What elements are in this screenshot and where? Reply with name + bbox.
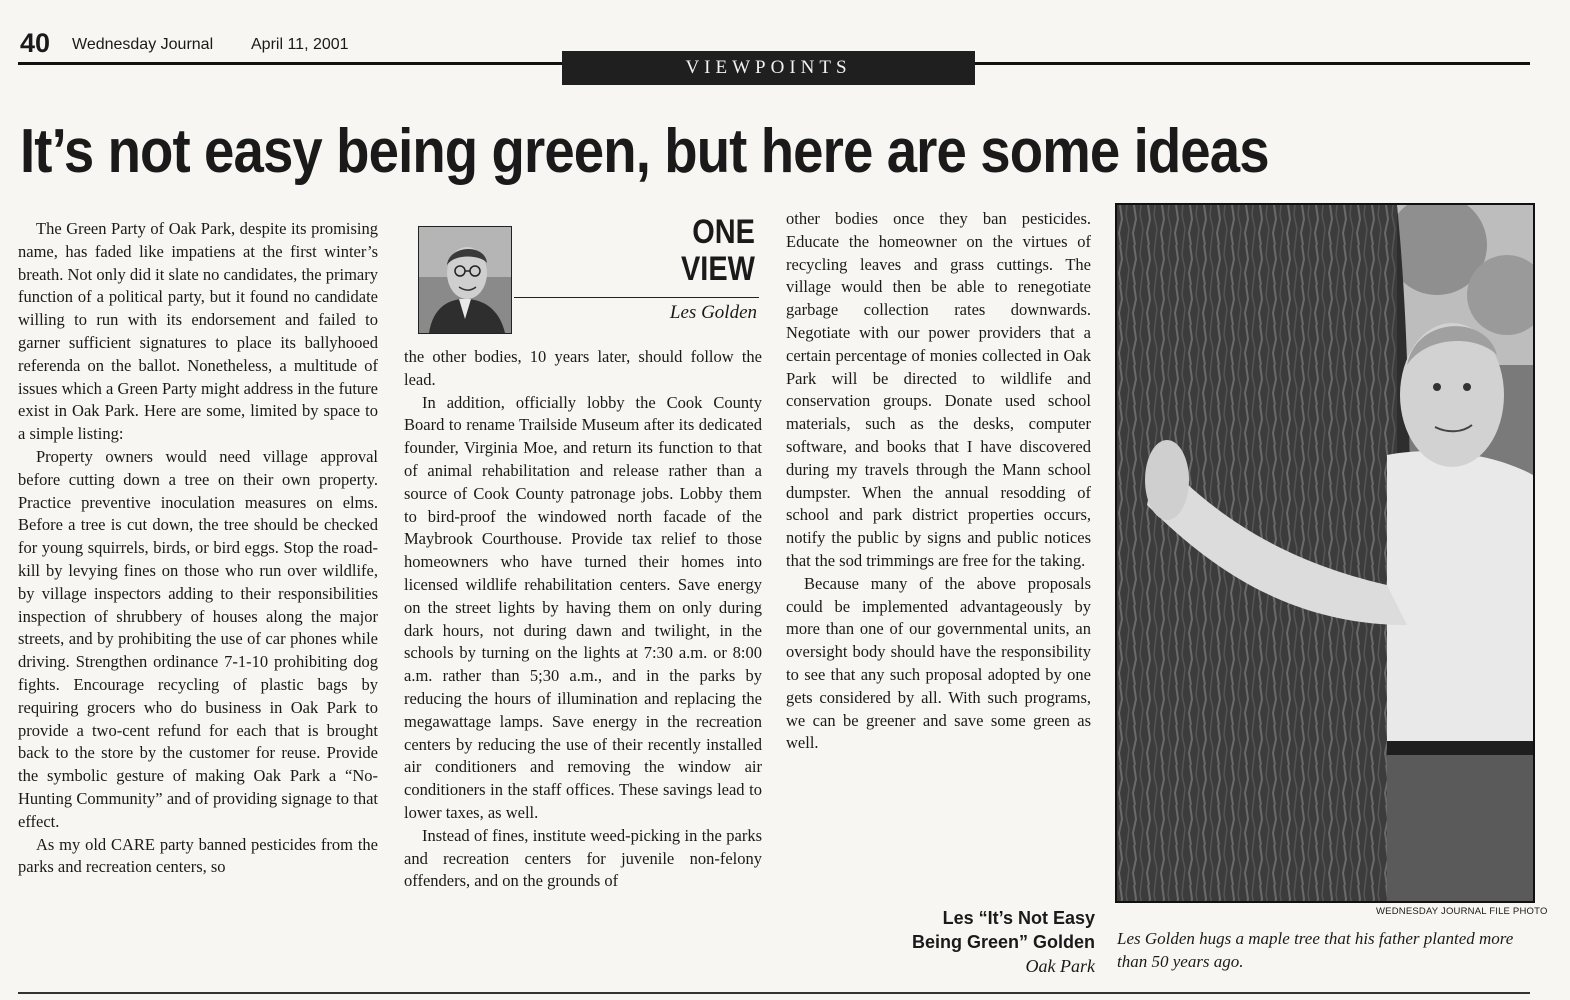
signature-name-line: Les “It’s Not Easy — [942, 908, 1095, 928]
one-view-title — [681, 214, 755, 288]
one-view-title-line: ONE — [692, 213, 755, 251]
divider — [514, 297, 759, 298]
one-view-title-line: VIEW — [681, 250, 755, 288]
article-column-2 — [404, 346, 762, 996]
photo-credit: WEDNESDAY JOURNAL FILE PHOTO — [1376, 906, 1548, 917]
paragraph: The Green Party of Oak Park, despite its promising name, has faded like impatiens at the first winter’s breath. Not only did it slate no candidates, the primary function of a political party, but it found no candidate willing to run with its endorsement and failed to garner sufficient signatures to place its ballyhooed referenda on the ballot. Nonetheless, a multitude of issues which a Green Party might address in the future exist in Oak Park. Here are some, limited by space to a simple listing: — [18, 219, 378, 444]
paragraph: Because many of the above proposals could be implemented advantageously by more than one of our governmental units, an oversight body should have the responsibility to see that any such proposal adopted by one gets considered by all. With such programs, we can be greener and save some green as well. — [786, 573, 1091, 753]
publication-name: Wednesday Journal — [72, 36, 214, 53]
signature-name-line: Being Green” Golden — [911, 932, 1095, 952]
paragraph: other bodies once they ban pesticides. Educate the homeowner on the virtues of recycling leaves and grass cuttings. The village would then be able to renegotiate garbage collection rates downwards. Negotiate with our power providers that a certain percentage of monies collected in Oak Park will be directed to wildlife and conservation groups. Donate used school materials, such as the desks, computer software, and books that I have discovered during my travels through the Mann school dumpster. When the annual resodding of school and park district properties occurs, notify the public by signs and public notices that the sod trimmings are free for the taking. — [786, 209, 1091, 570]
news-photo — [1115, 203, 1535, 903]
author-mugshot — [418, 226, 512, 334]
photo-caption: Les Golden hugs a maple tree that his father planted more than 50 years ago. — [1117, 929, 1514, 971]
signature-place: Oak Park — [1025, 956, 1095, 976]
divider — [18, 992, 1530, 994]
headline: It’s not easy being green, but here are some ideas — [20, 117, 1269, 186]
page-number: 40 — [20, 28, 51, 58]
author-signature — [880, 906, 1095, 978]
one-view-box — [416, 213, 761, 338]
paragraph: Property owners would need village approval before cutting down a tree on their own property. Practice preventive inoculation measures on elms. Before a tree is cut down, the tree should be checked for young squirrels, birds, or bird eggs. Stop the road-kill by levying fines on those who run over wildlife, by village inspectors adding to their responsibilities inspection of shrubbery of houses along the major streets, and by prohibiting the use of car phones while driving. Strengthen ordinance 7-1-10 prohibiting dog fights. Encourage recycling of plastic bags by requiring grocers who do business in Oak Park to provide a two-cent refund for each that is brought back to the store by the customer for reuse. Provide the symbolic gesture of making Oak Park a “No-Hunting Community” and of providing signage to that effect. — [18, 446, 378, 831]
byline: Les Golden — [669, 302, 757, 323]
article-column-1 — [18, 218, 378, 998]
paragraph: the other bodies, 10 years later, should follow the lead. — [404, 347, 762, 389]
paragraph: As my old CARE party banned pesticides from the parks and recreation centers, so — [18, 834, 378, 877]
paragraph: Instead of fines, institute weed-picking in the parks and recreation centers for juvenile non-felony offenders, and on the grounds of — [404, 825, 762, 891]
paragraph: In addition, officially lobby the Cook County Board to rename Trailside Museum after its dedicated founder, Virginia Moe, and return its function to that of animal rehabilitation and release rather than a source of Cook County patronage jobs. Lobby them to bird-proof the windowed north facade of the Maybrook Courthouse. Provide tax relief to those homeowners who have turned their homes into licensed wildlife rehabilitation centers. Save energy on the street lights by having them on only during dark hours, not during dawn and twilight, in the schools by turning on the lights at 7:30 a.m. or 8:00 a.m. rather than 5;30 a.m., and in the parks by reducing the hours of illumination and replacing the megawattage lamps. Save energy in the recreation centers by reducing the use of their recently installed air conditioners and removing the window air conditioners in the staff offices. These savings lead to lower taxes, as well. — [404, 392, 762, 822]
section-banner: VIEWPOINTS — [562, 51, 975, 85]
issue-date: April 11, 2001 — [251, 36, 349, 53]
article-column-3 — [786, 208, 1091, 898]
